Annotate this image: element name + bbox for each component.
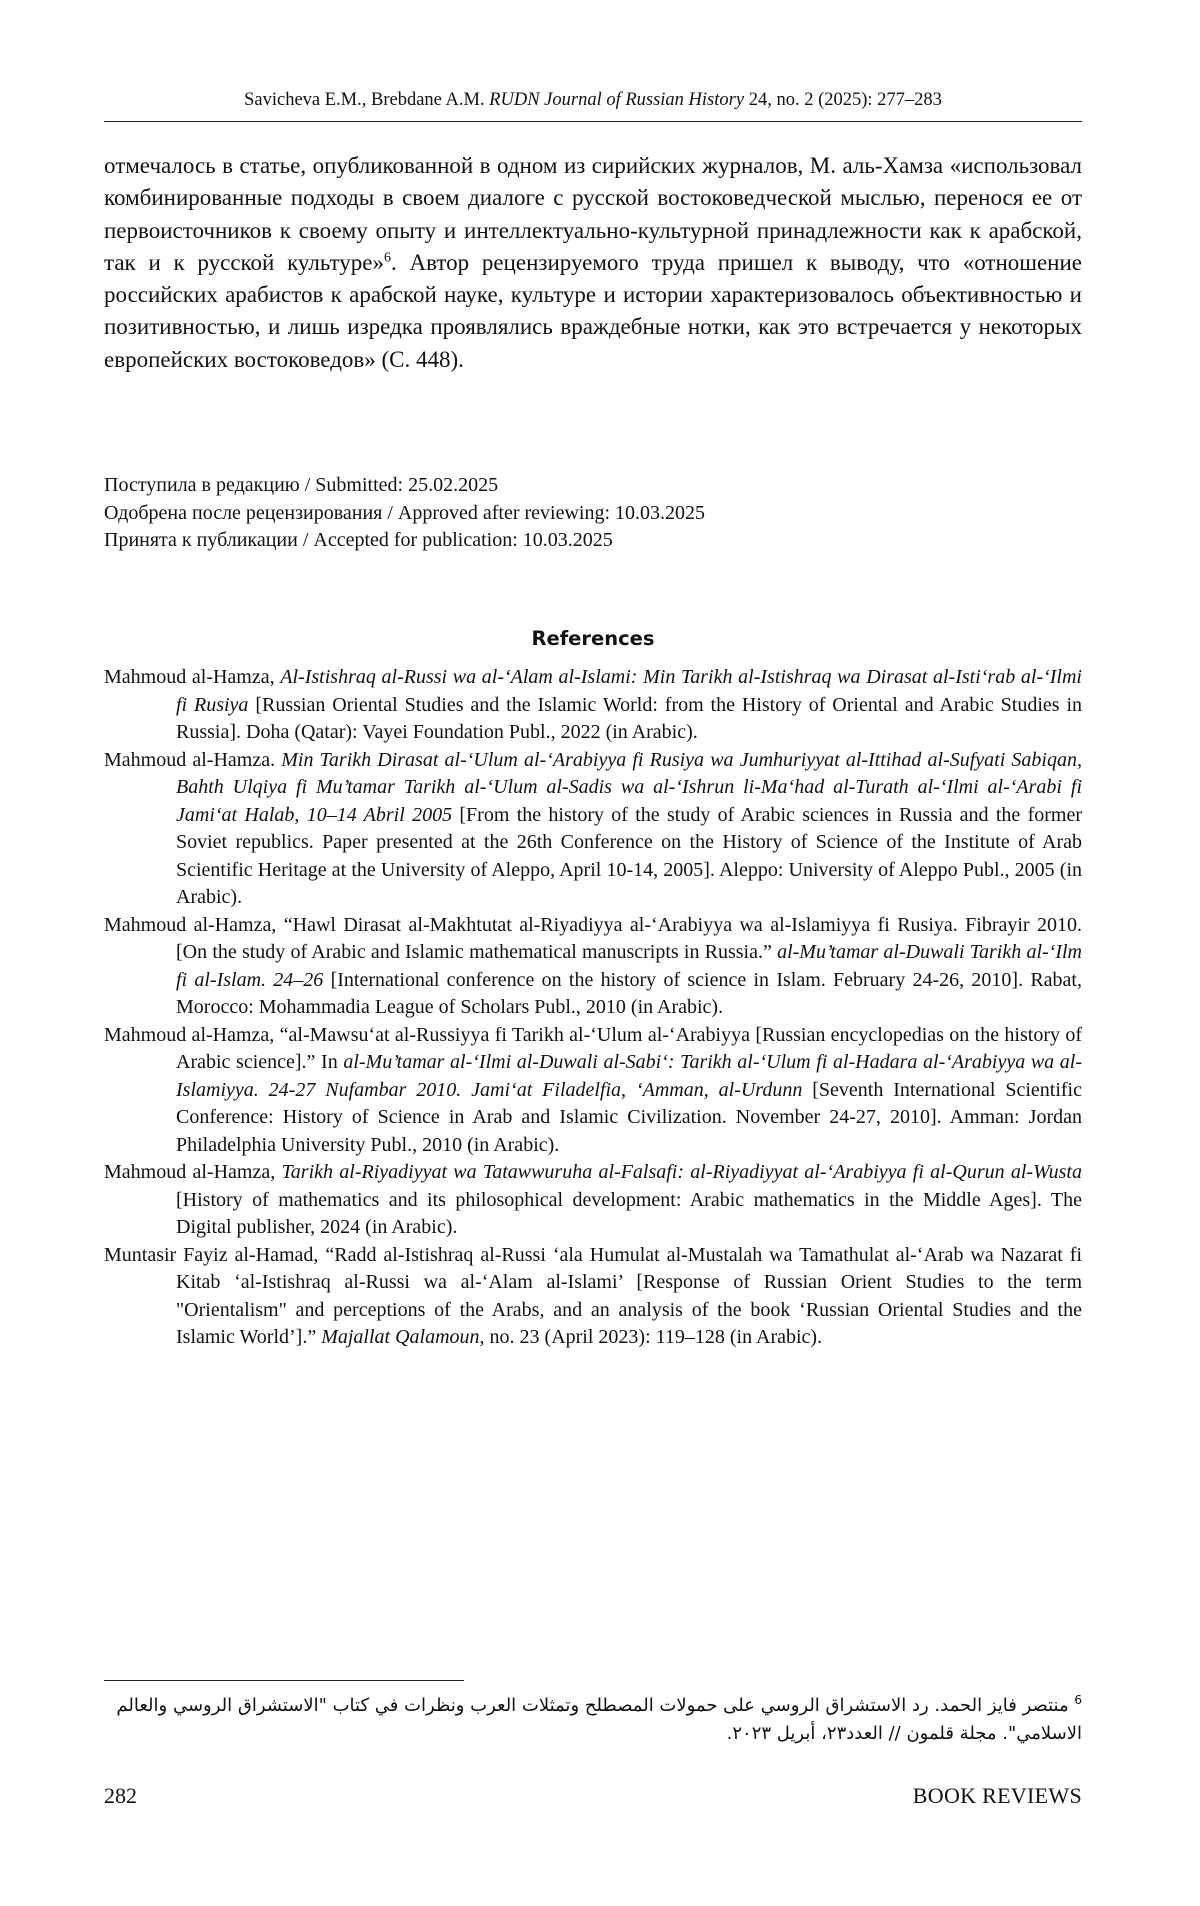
references-heading: References — [104, 626, 1082, 652]
reference-title: Majallat Qalamoun — [321, 1326, 479, 1348]
page-number: 282 — [104, 1782, 137, 1810]
reference-title: Al-Istishraq al-Russi wa al-‘Alam al-Islami: Min Tarikh al-Istishraq wa Dirasat al-Isti‘rab al-‘Ilmi fi Rusiya — [176, 666, 1082, 716]
body-text-after: . Автор рецензируемого труда пришел к выводу, что «отношение российских арабистов к арабской науке, культуре и истории характеризовалось объективностью и позитивностью, и лишь изредка проявлялись враждебные нотки, как это встречается у некоторых европейских востоковедов» (С. 448). — [104, 250, 1082, 372]
reference-text: [From the history of the study of Arabic sciences in Russia and the former Soviet republics. Paper presented at the 26th Conference on the History of Science of the Institute of Arab Scientific Heritage at the University of Aleppo, April 10-14, 2005]. Aleppo: University of Aleppo Publ., 2005 (in Arabic). — [176, 804, 1082, 909]
running-head — [104, 88, 1082, 112]
publication-dates — [104, 472, 1082, 555]
journal-page — [0, 0, 1200, 1906]
reference-title: Min Tarikh Dirasat al-‘Ulum al-‘Arabiyya fi Rusiya wa Jumhuriyyat al-Ittihad al-Sufyati Sabiqan, Bahth Ulqiya fi Mu’tamar Tarikh al-‘Ulum al-Sadis wa al-‘Ishrun li-Ma‘had al-Turath al-‘Ilmi al-‘Arabi fi Jami‘at Halab, 10–14 Abril 2005 — [176, 749, 1082, 826]
reference-item — [104, 1242, 1082, 1352]
reference-text: [Russian Oriental Studies and the Islamic World: from the History of Oriental and Arabic Studies in Russia]. Doha (Qatar): Vayei Foundation Publ., 2022 (in Arabic). — [176, 694, 1082, 744]
reference-title: al-Mu’tamar al-Duwali Tarikh al-‘Ilm fi al-Islam. 24–26 — [176, 941, 1082, 991]
section-name: BOOK REVIEWS — [913, 1782, 1082, 1810]
footnote-number: 6 — [1074, 1693, 1082, 1707]
reference-text: Muntasir Fayiz al-Hamad, “Radd al-Istishraq al-Russi ‘ala Humulat al-Mustalah wa Tamathulat al-‘Arab wa Nazarat fi Kitab ‘al-Istishraq al-Russi wa al-‘Alam al-Islami’ [Response of Russian Orient Studies to the term "Orientalism" and perceptions of the Arabs, and an analysis of the book ‘Russian Oriental Studies and the Islamic World’].” — [104, 1244, 1082, 1349]
submitted-date: Поступила в редакцию / Submitted: 25.02.2025 — [104, 472, 1082, 500]
reference-item — [104, 1022, 1082, 1160]
header-authors: Savicheva E.M., Brebdane A.M. — [244, 90, 484, 110]
approved-date: Одобрена после рецензирования / Approved after reviewing: 10.03.2025 — [104, 500, 1082, 528]
body-text-before: отмечалось в статье, опубликованной в одном из сирийских журналов, М. аль-Хамза «использовал комбинированные подходы в своем диалоге с русской востоковедческой мыслью, перенося ее от первоисточников к своему опыту и интеллектуально-культурной принадлежности как к арабской, так и к русской культуре» — [104, 153, 1082, 275]
reference-text: [International conference on the history of science in Islam. February 24-26, 2010]. Rabat, Morocco: Mohammadia League of Scholars Publ., 2010 (in Arabic). — [176, 969, 1082, 1019]
reference-item — [104, 1159, 1082, 1242]
reference-text: Mahmoud al-Hamza, — [104, 1161, 282, 1183]
header-rule — [104, 121, 1082, 122]
reference-text: Mahmoud al-Hamza, “Hawl Dirasat al-Makhtutat al-Riyadiyya al-‘Arabiyya wa al-Islamiyya fi Rusiya. Fibrayir 2010. [On the study of Arabic and Islamic mathematical manuscripts in Russia.” — [104, 914, 1082, 964]
reference-item — [104, 664, 1082, 747]
accepted-date: Принята к публикации / Accepted for publication: 10.03.2025 — [104, 527, 1082, 555]
header-issue: 24, no. 2 (2025): 277–283 — [749, 90, 942, 110]
reference-text: [Seventh International Scientific Conference: History of Science in Arab and Islamic Civilization. November 24-27, 2010]. Amman: Jordan Philadelphia University Publ., 2010 (in Arabic). — [176, 1079, 1082, 1156]
body-paragraph — [104, 150, 1082, 376]
reference-item — [104, 912, 1082, 1022]
footnote-text: منتصر فايز الحمد. رد الاستشراق الروسي على حمولات المصطلح وتمثلات العرب ونظرات في كتاب "الاستشراق الروسي والعالم الاسلامي". مجلة قلمون // العدد٢٣، أبريل ٢٠٢٣. — [116, 1695, 1082, 1744]
reference-title: Tarikh al-Riyadiyyat wa Tatawwuruha al-Falsafi: al-Riyadiyyat al-‘Arabiyya fi al-Qurun al-Wusta — [282, 1161, 1083, 1183]
reference-title: al-Mu’tamar al-‘Ilmi al-Duwali al-Sabi‘: Tarikh al-‘Ulum fi al-Hadara al-‘Arabiyya wa al-Islamiyya. 24-27 Nufambar 2010. Jami‘at Filadelfia, ‘Amman, al-Urdunn — [176, 1051, 1082, 1101]
reference-item — [104, 747, 1082, 912]
reference-text: Mahmoud al-Hamza, — [104, 666, 280, 688]
reference-text: Mahmoud al-Hamza, “al-Mawsu‘at al-Russiyya fi Tarikh al-‘Ulum al-‘Arabiyya [Russian encyclopedias on the history of Arabic science].” In — [104, 1024, 1082, 1074]
footnote — [104, 1692, 1082, 1748]
reference-text: [History of mathematics and its philosophical development: Arabic mathematics in the Middle Ages]. The Digital publisher, 2024 (in Arabic). — [176, 1189, 1082, 1239]
header-journal: RUDN Journal of Russian History — [489, 90, 744, 110]
references-list — [104, 664, 1082, 1352]
footnote-rule — [104, 1680, 464, 1681]
reference-text: Mahmoud al-Hamza. — [104, 749, 281, 771]
reference-text: , no. 23 (April 2023): 119–128 (in Arabic). — [480, 1326, 823, 1348]
footnote-reference[interactable]: 6 — [384, 250, 391, 265]
